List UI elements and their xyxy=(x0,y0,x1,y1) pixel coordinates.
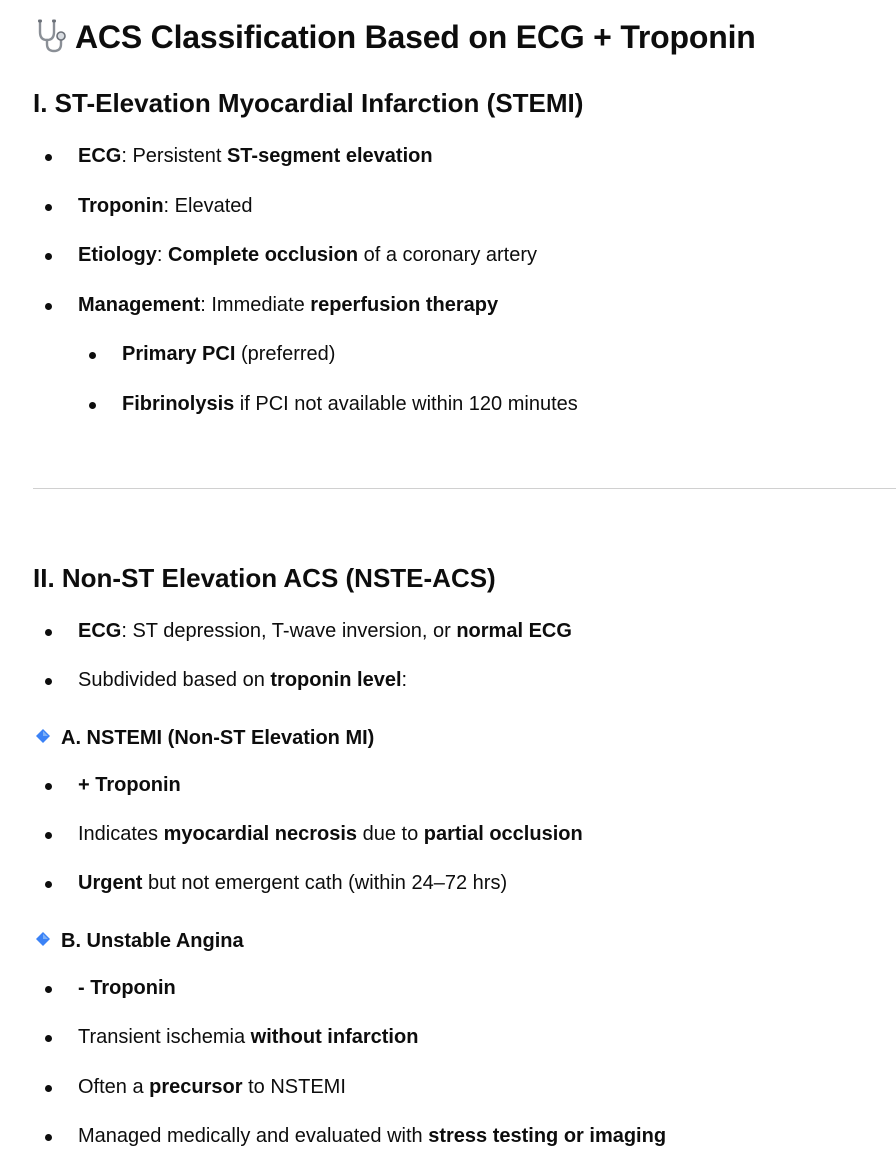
list-item-nstemi-urgent: Urgent but not emergent cath (within 24–72 hrs) xyxy=(78,869,507,897)
section1-heading: I. ST-Elevation Myocardial Infarction (STEMI) xyxy=(33,88,584,118)
bullet xyxy=(45,303,52,310)
nstemi-heading-text: A. NSTEMI (Non-ST Elevation MI) xyxy=(61,727,375,749)
bullet xyxy=(45,154,52,161)
list-item-subdivided: Subdivided based on troponin level: xyxy=(78,666,407,694)
list-item-ua-precursor: Often a precursor to NSTEMI xyxy=(78,1073,346,1101)
bullet xyxy=(45,253,52,260)
list-item-stemi-troponin: Troponin: Elevated xyxy=(78,192,253,220)
unstable-angina-heading-text: B. Unstable Angina xyxy=(61,930,244,952)
stethoscope-icon xyxy=(33,18,69,54)
bullet xyxy=(45,783,52,790)
list-item-ua-troponin: - Troponin xyxy=(78,974,176,1002)
bullet xyxy=(45,1085,52,1092)
bullet xyxy=(45,204,52,211)
nstemi-heading xyxy=(36,724,374,752)
list-item-primary-pci: Primary PCI (preferred) xyxy=(122,340,335,368)
bullet xyxy=(45,832,52,839)
section2-heading: II. Non-ST Elevation ACS (NSTE-ACS) xyxy=(33,563,496,593)
bullet xyxy=(89,402,96,409)
bullet xyxy=(45,986,52,993)
list-item-ua-managed: Managed medically and evaluated with stress testing or imaging xyxy=(78,1122,666,1150)
bullet xyxy=(45,629,52,636)
page-title-text: ACS Classification Based on ECG + Troponin xyxy=(75,19,756,55)
list-item-stemi-management: Management: Immediate reperfusion therapy xyxy=(78,291,498,319)
list-item-nste-ecg: ECG: ST depression, T-wave inversion, or normal ECG xyxy=(78,617,572,645)
list-item-ua-transient: Transient ischemia without infarction xyxy=(78,1023,418,1051)
list-item-stemi-etiology: Etiology: Complete occlusion of a coronary artery xyxy=(78,241,537,269)
page-title xyxy=(33,14,756,60)
small-blue-diamond-icon xyxy=(36,729,50,743)
bullet xyxy=(45,1134,52,1141)
bullet xyxy=(45,1035,52,1042)
unstable-angina-heading xyxy=(36,927,244,955)
list-item-nstemi-indicates: Indicates myocardial necrosis due to partial occlusion xyxy=(78,820,583,848)
list-item-stemi-ecg: ECG: Persistent ST-segment elevation xyxy=(78,142,433,170)
small-blue-diamond-icon xyxy=(36,932,50,946)
list-item-fibrinolysis: Fibrinolysis if PCI not available within 120 minutes xyxy=(122,390,578,418)
bullet xyxy=(45,678,52,685)
bullet xyxy=(45,881,52,888)
section-divider xyxy=(33,488,896,489)
list-item-nstemi-troponin: + Troponin xyxy=(78,771,181,799)
bullet xyxy=(89,352,96,359)
